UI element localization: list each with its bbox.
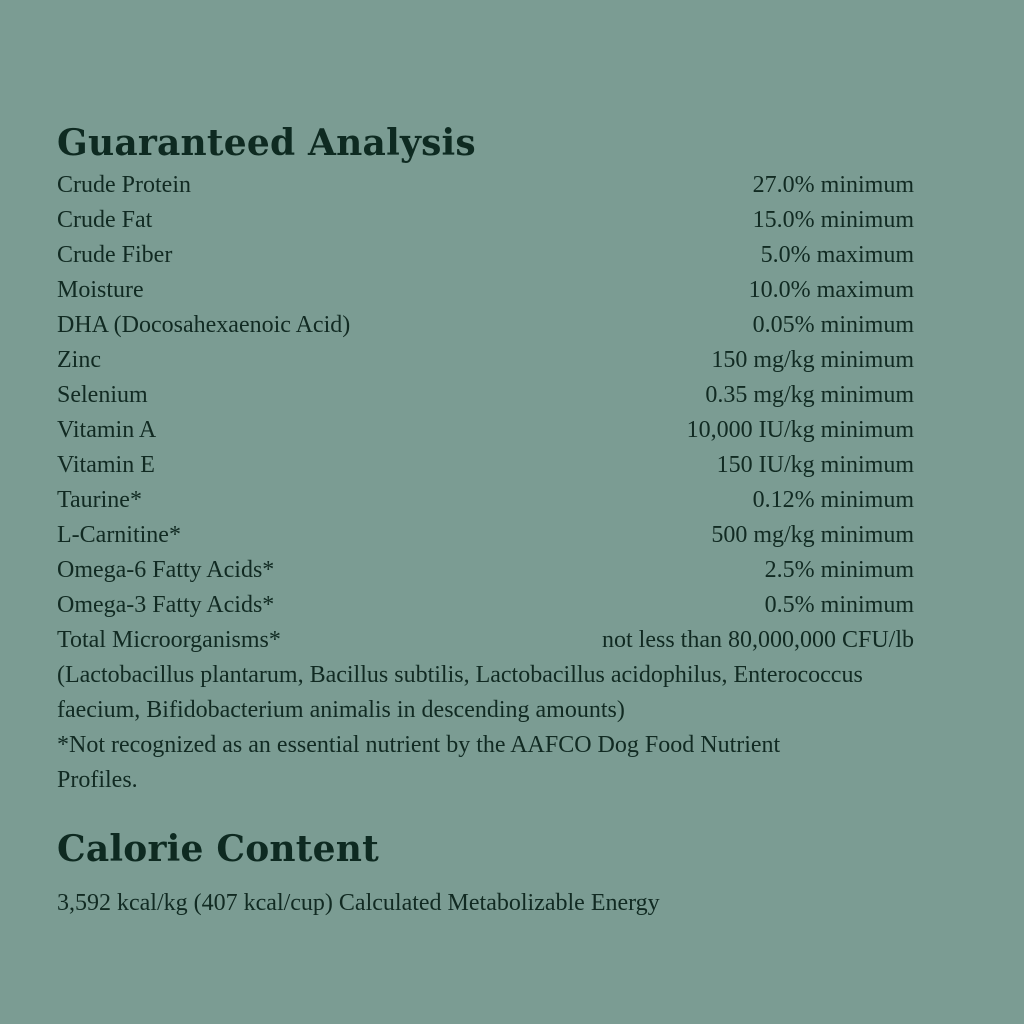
analysis-row [57,623,914,658]
nutrient-value: 0.12% minimum [752,487,914,513]
calorie-content-text: 3,592 kcal/kg (407 kcal/cup) Calculated Metabolizable Energy [57,890,660,916]
nutrient-name: Moisture [57,277,144,303]
nutrient-name: Vitamin E [57,452,155,478]
analysis-row [57,203,914,238]
nutrient-value: 150 mg/kg minimum [711,347,914,373]
nutrient-value: 15.0% minimum [752,207,914,233]
analysis-row [57,553,914,588]
nutrient-value: 27.0% minimum [752,172,914,198]
analysis-row [57,343,914,378]
analysis-row [57,518,914,553]
nutrient-name: Taurine* [57,487,142,513]
nutrient-name: Vitamin A [57,417,157,443]
nutrient-value: 150 IU/kg minimum [716,452,914,478]
nutrient-name: Selenium [57,382,148,408]
nutrient-name: Omega-3 Fatty Acids* [57,592,275,618]
analysis-row [57,308,914,343]
nutrient-value: 10.0% maximum [748,277,914,303]
analysis-row [57,483,914,518]
nutrient-value: 0.35 mg/kg minimum [705,382,914,408]
calorie-content-heading: Calorie Content [57,828,379,870]
nutrient-name: Crude Protein [57,172,191,198]
nutrition-panel [57,118,937,921]
nutrient-value: not less than 80,000,000 CFU/lb [601,627,914,653]
microorganism-strains-text: (Lactobacillus plantarum, Bacillus subtilis, Lactobacillus acidophilus, Enterococcus faecium, Bifidobacterium animalis in descending amounts) [57,662,863,723]
guaranteed-analysis-heading: Guaranteed Analysis [57,122,476,164]
nutrient-value: 10,000 IU/kg minimum [686,417,914,443]
analysis-row [57,238,914,273]
nutrient-name: Total Microorganisms* [57,627,281,653]
aafco-footnote: *Not recognized as an essential nutrient by the AAFCO Dog Food Nutrient Profiles. [57,732,781,793]
analysis-row [57,413,914,448]
nutrient-value: 2.5% minimum [764,557,914,583]
nutrient-value: 500 mg/kg minimum [711,522,914,548]
analysis-row [57,588,914,623]
nutrient-name: L-Carnitine* [57,522,181,548]
nutrient-name: DHA (Docosahexaenoic Acid) [57,312,351,338]
nutrient-value: 0.5% minimum [764,592,914,618]
analysis-row [57,448,914,483]
nutrient-value: 5.0% maximum [760,242,914,268]
analysis-row [57,378,914,413]
nutrient-name: Zinc [57,347,101,373]
nutrient-value: 0.05% minimum [752,312,914,338]
analysis-row [57,273,914,308]
analysis-table [57,168,914,658]
nutrient-name: Crude Fat [57,207,153,233]
nutrient-name: Omega-6 Fatty Acids* [57,557,275,583]
analysis-row [57,168,914,203]
nutrient-name: Crude Fiber [57,242,173,268]
